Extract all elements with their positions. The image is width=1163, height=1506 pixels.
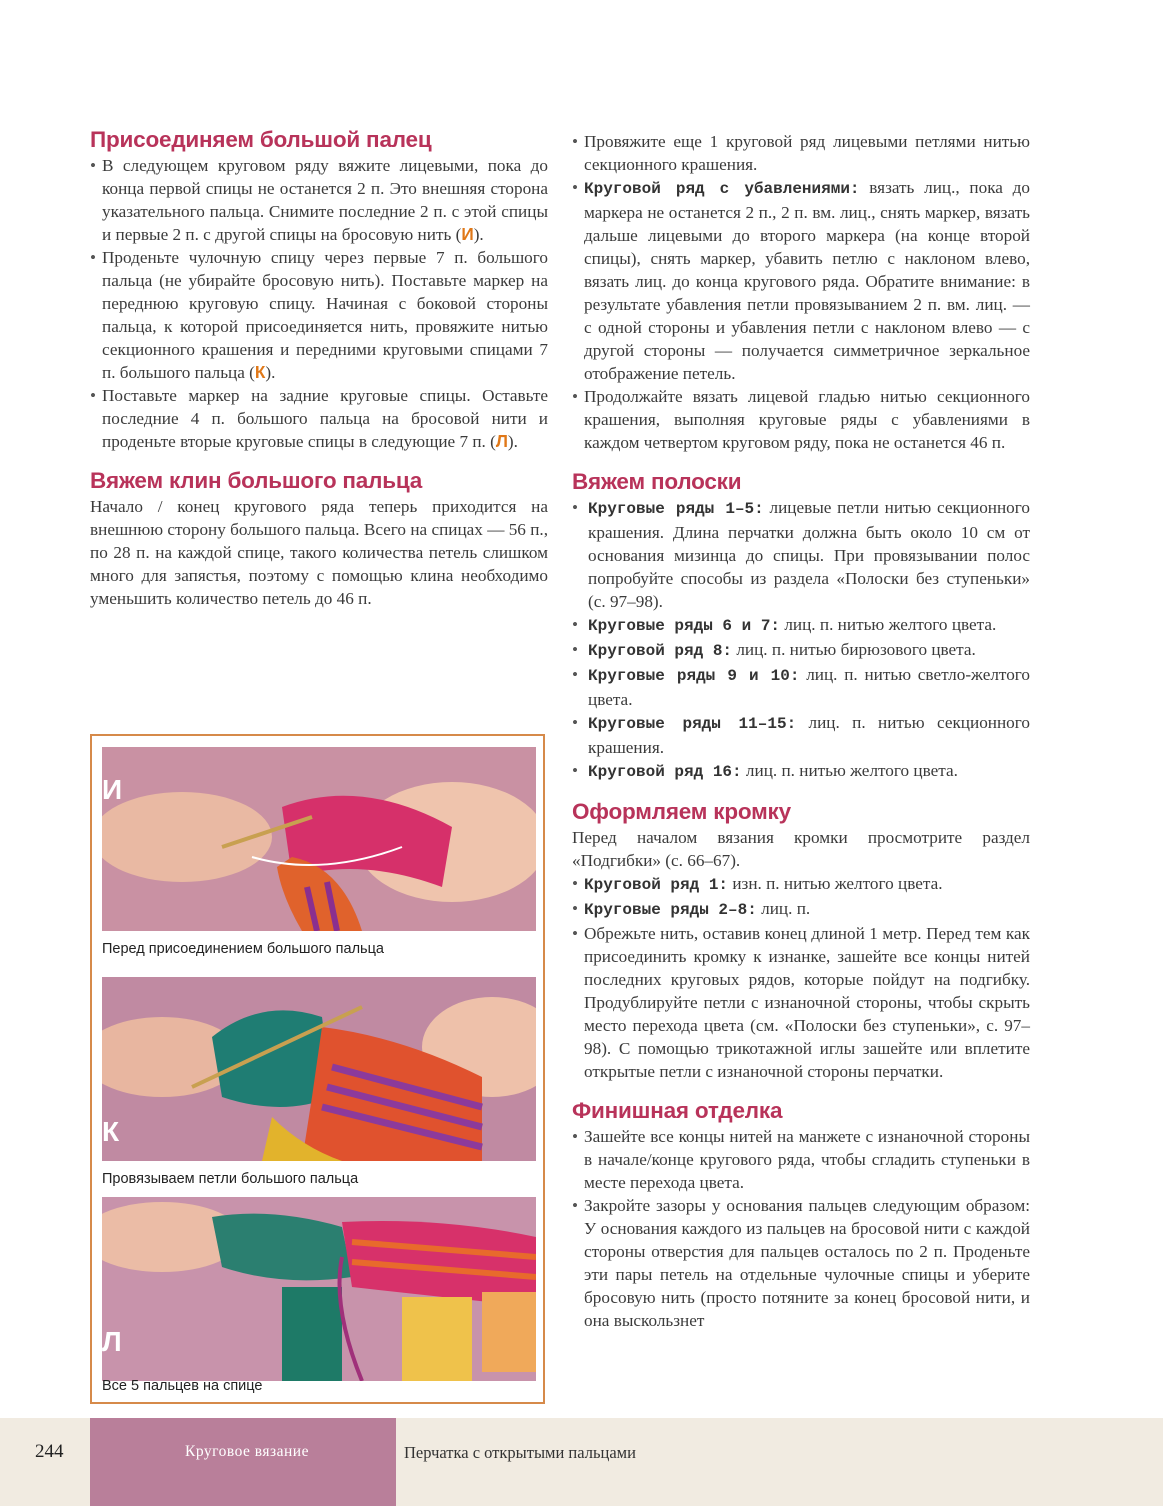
left-column (90, 126, 548, 624)
list-item: • Круговой ряд 1: изн. п. нитью желтого цвета. (572, 872, 1030, 897)
instruction-list (572, 872, 1030, 1083)
list-item: • Круговые ряды 9 и 10: лиц. п. нитью светло-желтого цвета. (572, 663, 1030, 711)
list-item: • Обрежьте нить, оставив конец длиной 1 метр. Перед тем как присоединить кромку к изнанке, зашейте все концы нитей последних круговых рядов, которые пойдут на подгибку. Продублируйте петли с изнаночной стороны, чтобы скрыть место перехода цвета (см. «Полоски без ступеньки», с. 97–98). С помощью трикотажной иглы зашейте или вплетите открытые петли с изнаночной стороны перчатки. (572, 922, 1030, 1083)
page-number: 244 (35, 1441, 64, 1462)
list-item: • Проденьте чулочную спицу через первые 7 п. большого пальца (не убирайте бросовую нить). Поставьте маркер на переднюю круговую спицу. Начиная с боковой стороны пальца, к которой присоединяется нить, провяжите нитью секционного крашения и передними круговыми спицами 7 п. большого пальца (К). (90, 246, 548, 384)
photo-letter: И (102, 774, 123, 805)
photo-all-fingers (102, 1197, 536, 1381)
list-item: • Круговой ряд 8: лиц. п. нитью бирюзового цвета. (572, 638, 1030, 663)
list-item: • Круговые ряды 1–5: лицевые петли нитью секционного крашения. Длина перчатки должна быть около 10 см от основания мизинца до спицы. При провязывании полос попробуйте способы из раздела «Полоски без ступеньки» (с. 97–98). (572, 496, 1030, 613)
section-heading: Вяжем клин большого пальца (90, 468, 423, 493)
section-finish (572, 1097, 1030, 1332)
section-stripes (572, 468, 1030, 784)
section-paragraph: Перед началом вязания кромки просмотрите раздел «Подгибки» (с. 66–67). (572, 828, 1030, 870)
photo-box (90, 734, 545, 1404)
photo-caption: Перед присоединением большого пальца (102, 941, 384, 957)
photo-caption: Все 5 пальцев на спице (102, 1378, 263, 1394)
footer-section-label: Круговое вязание (90, 1418, 396, 1506)
list-item: • Продолжайте вязать лицевой гладью нитью секционного крашения, выполняя круговые ряды с убавлениями в каждом четвертом круговом ряду, пока не останется 46 п. (572, 385, 1030, 454)
list-item: • Поставьте маркер на задние круговые спицы. Оставьте последние 4 п. большого пальца на бросовой нити и проденьте вторые круговые спицы в следующие 7 п. (Л). (90, 384, 548, 453)
instruction-list (572, 1125, 1030, 1332)
list-item: • Круговые ряды 11–15: лиц. п. нитью секционного крашения. (572, 711, 1030, 759)
footer-chapter-title: Перчатка с открытыми пальцами (404, 1443, 636, 1462)
list-item: • Круговой ряд 16: лиц. п. нитью желтого цвета. (572, 759, 1030, 784)
list-item: • Круговые ряды 6 и 7: лиц. п. нитью желтого цвета. (572, 613, 1030, 638)
photo-ref: К (254, 362, 266, 382)
section-heading: Вяжем полоски (572, 469, 742, 494)
photo-thumb-stitches (102, 977, 536, 1161)
instruction-list (572, 130, 1030, 454)
list-item: • В следующем круговом ряду вяжите лицевыми, пока до конца первой спицы не останется 2 п. Это внешняя сторона указательного пальца. Снимите последние 2 п. с этой спицы и первые 2 п. с другой спицы на бросовую нить (И). (90, 154, 548, 246)
section-paragraph: Начало / конец кругового ряда теперь приходится на внешнюю сторону большого пальца. Всего на спицах — 56 п., по 28 п. на каждой спице, такого количества петель слишком много для запястья, поэтому с помощью клина необходимо уменьшить количество петель до 46 п. (90, 497, 548, 608)
right-column (572, 130, 1030, 1346)
page-footer (0, 1418, 1163, 1506)
list-item: • Зашейте все концы нитей на манжете с изнаночной стороны в начале/конце кругового ряда, чтобы сгладить ступеньки в месте перехода цвета. (572, 1125, 1030, 1194)
list-item: • Круговые ряды 2–8: лиц. п. (572, 897, 1030, 922)
photo-ref: Л (495, 431, 508, 451)
section-thumb-gusset (90, 467, 548, 610)
section-heading: Присоединяем большой палец (90, 127, 432, 152)
section-thumb-join (90, 126, 548, 453)
section-edge (572, 798, 1030, 1083)
instruction-list (90, 154, 548, 453)
section-heading: Финишная отделка (572, 1098, 783, 1123)
section-decreases (572, 130, 1030, 454)
list-item: • Провяжите еще 1 круговой ряд лицевыми петлями нитью секционного крашения. (572, 130, 1030, 176)
section-heading: Оформляем кромку (572, 799, 791, 824)
photo-letter: Л (102, 1326, 122, 1357)
list-item: • Закройте зазоры у основания пальцев следующим образом: У основания каждого из пальцев на бросовой нити с каждой стороны отверстия для пальцев осталось по 2 п. Проденьте эти пары петель на отдельные чулочные спицы и уберите бросовую нить (просто потяните за конец бросовой нити, и она выскользнет (572, 1194, 1030, 1332)
photo-caption: Провязываем петли большого пальца (102, 1171, 359, 1187)
photo-letter: К (102, 1116, 120, 1147)
list-item: • Круговой ряд с убавлениями: вязать лиц., пока до маркера не останется 2 п., 2 п. вм. лиц., снять маркер, вязать дальше лицевыми до второго маркера (на конце второй спицы), снять маркер, убавить петлю с наклоном влево, вязать лиц. до конца кругового ряда. Обратите внимание: в результате убавления петли провязыванием 2 п. вм. лиц. — с одной стороны и убавления петли с наклоном влево — с другой стороны — получается симметричное зеркальное отображение петель. (572, 176, 1030, 385)
instruction-list (572, 496, 1030, 784)
photo-before-thumb-join (102, 747, 536, 931)
photo-ref: И (461, 224, 474, 244)
